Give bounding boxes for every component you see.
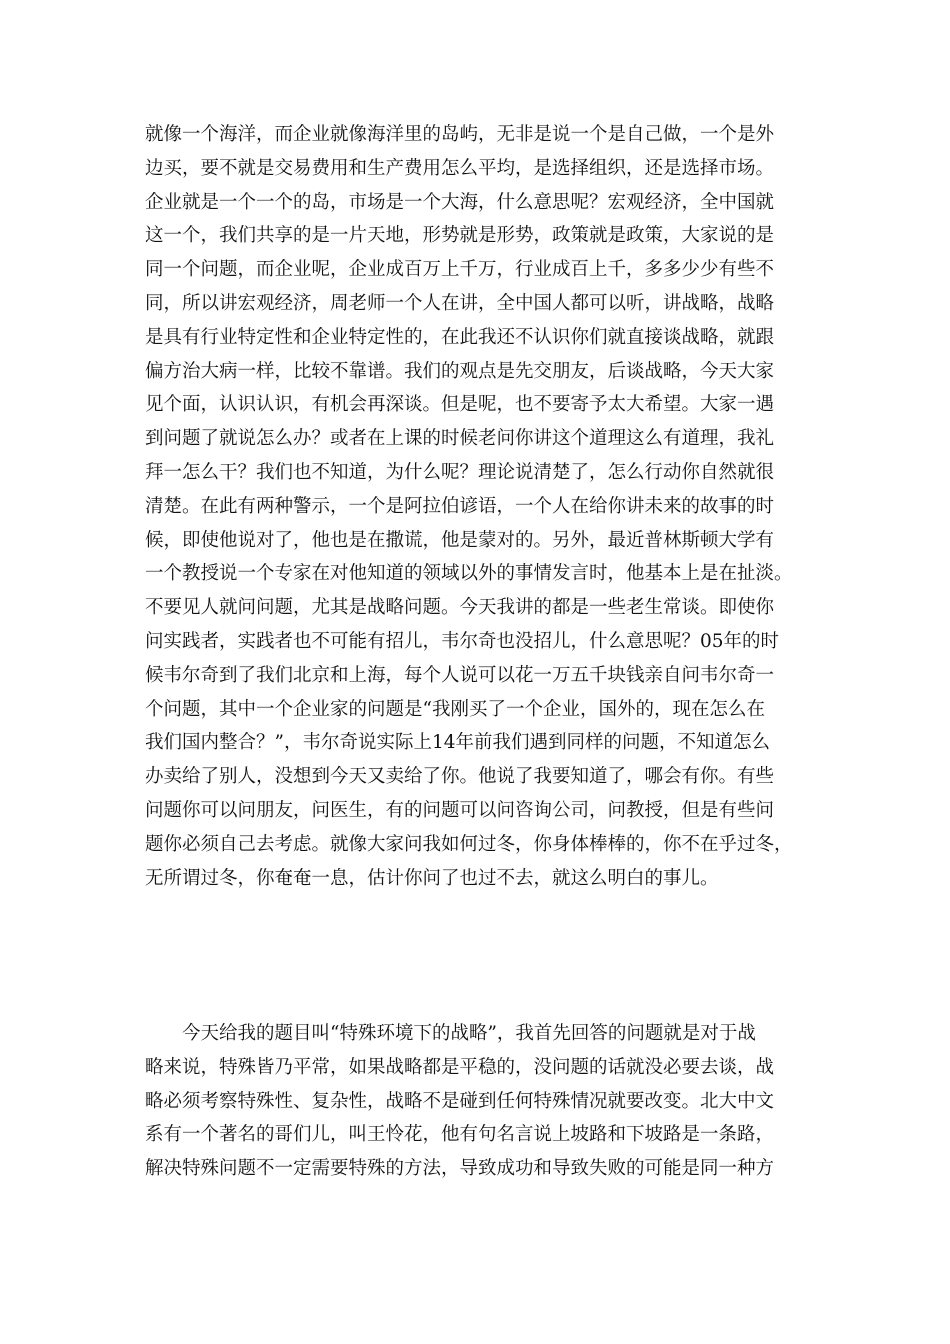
text-line: 无所谓过冬，你奄奄一息，估计你问了也过不去，就这么明白的事儿。 [145,867,719,889]
text-line: 企业就是一个一个的岛，市场是一个大海，什么意思呢？宏观经济，全中国就 [145,191,775,213]
text-line: 一个教授说一个专家在对他知道的领域以外的事情发言时，他基本上是在扯淡。 [145,563,793,585]
text-line: 今天给我的题目叫“特殊环境下的战略”，我首先回答的问题就是对于战 [182,1023,756,1044]
text-line: 清楚。在此有两种警示，一个是阿拉伯谚语，一个人在给你讲未来的故事的时 [145,495,775,517]
text-line: 系有一个著名的哥们儿，叫王怜花，他有句名言说上坡路和下坡路是一条路， [145,1124,775,1146]
text-line: 略必须考察特殊性、复杂性，战略不是碰到任何特殊情况就要改变。北大中文 [145,1090,775,1112]
paragraph-2 [145,1017,810,1186]
text-line: 个问题，其中一个企业家的问题是“我刚买了一个企业，国外的，现在怎么在 [145,698,765,720]
text-line: 候韦尔奇到了我们北京和上海，每个人说可以花一万五千块钱亲自问韦尔奇一 [145,664,775,686]
paragraph-1 [145,118,810,895]
text-line: 拜一怎么干？我们也不知道，为什么呢？理论说清楚了，怎么行动你自然就很 [145,461,775,483]
text-line: 偏方治大病一样，比较不靠谱。我们的观点是先交朋友，后谈战略，今天大家 [145,360,775,382]
text-line: 同一个问题，而企业呢，企业成百万上千万，行业成百上千，多多少少有些不 [145,259,775,281]
text-line: 不要见人就问问题，尤其是战略问题。今天我讲的都是一些老生常谈。即使你 [145,597,775,619]
text-line: 就像一个海洋，而企业就像海洋里的岛屿，无非是说一个是自己做，一个是外 [145,124,775,145]
text-line: 办卖给了别人，没想到今天又卖给了你。他说了我要知道了，哪会有你。有些 [145,766,775,788]
text-line: 这一个，我们共享的是一片天地，形势就是形势，政策就是政策，大家说的是 [145,225,775,247]
text-line: 到问题了就说怎么办？或者在上课的时候老问你讲这个道理这么有道理，我礼 [145,428,775,450]
text-line: 见个面，认识认识，有机会再深谈。但是呢，也不要寄予太大希望。大家一遇 [145,394,775,416]
text-line: 问实践者，实践者也不可能有招儿，韦尔奇也没招儿，什么意思呢？05年的时 [145,630,780,652]
text-line: 是具有行业特定性和企业特定性的，在此我还不认识你们就直接谈战略，就跟 [145,326,775,348]
text-line: 解决特殊问题不一定需要特殊的方法，导致成功和导致失败的可能是同一种方 [145,1158,775,1180]
text-line: 边买，要不就是交易费用和生产费用怎么平均，是选择组织，还是选择市场。 [145,157,775,179]
text-line: 同，所以讲宏观经济，周老师一个人在讲，全中国人都可以听，讲战略，战略 [145,292,775,314]
text-line: 候，即使他说对了，他也是在撒谎，他是蒙对的。另外，最近普林斯顿大学有 [145,529,775,551]
text-line: 问题你可以问朋友，问医生，有的问题可以问咨询公司，问教授，但是有些问 [145,799,775,821]
text-line: 题你必须自己去考虑。就像大家问我如何过冬，你身体棒棒的，你不在乎过冬， [145,833,793,855]
text-line: 略来说，特殊皆乃平常，如果战略都是平稳的，没问题的话就没必要去谈，战 [145,1056,775,1078]
text-line: 我们国内整合？”，韦尔奇说实际上14年前我们遇到同样的问题，不知道怎么 [145,732,771,754]
